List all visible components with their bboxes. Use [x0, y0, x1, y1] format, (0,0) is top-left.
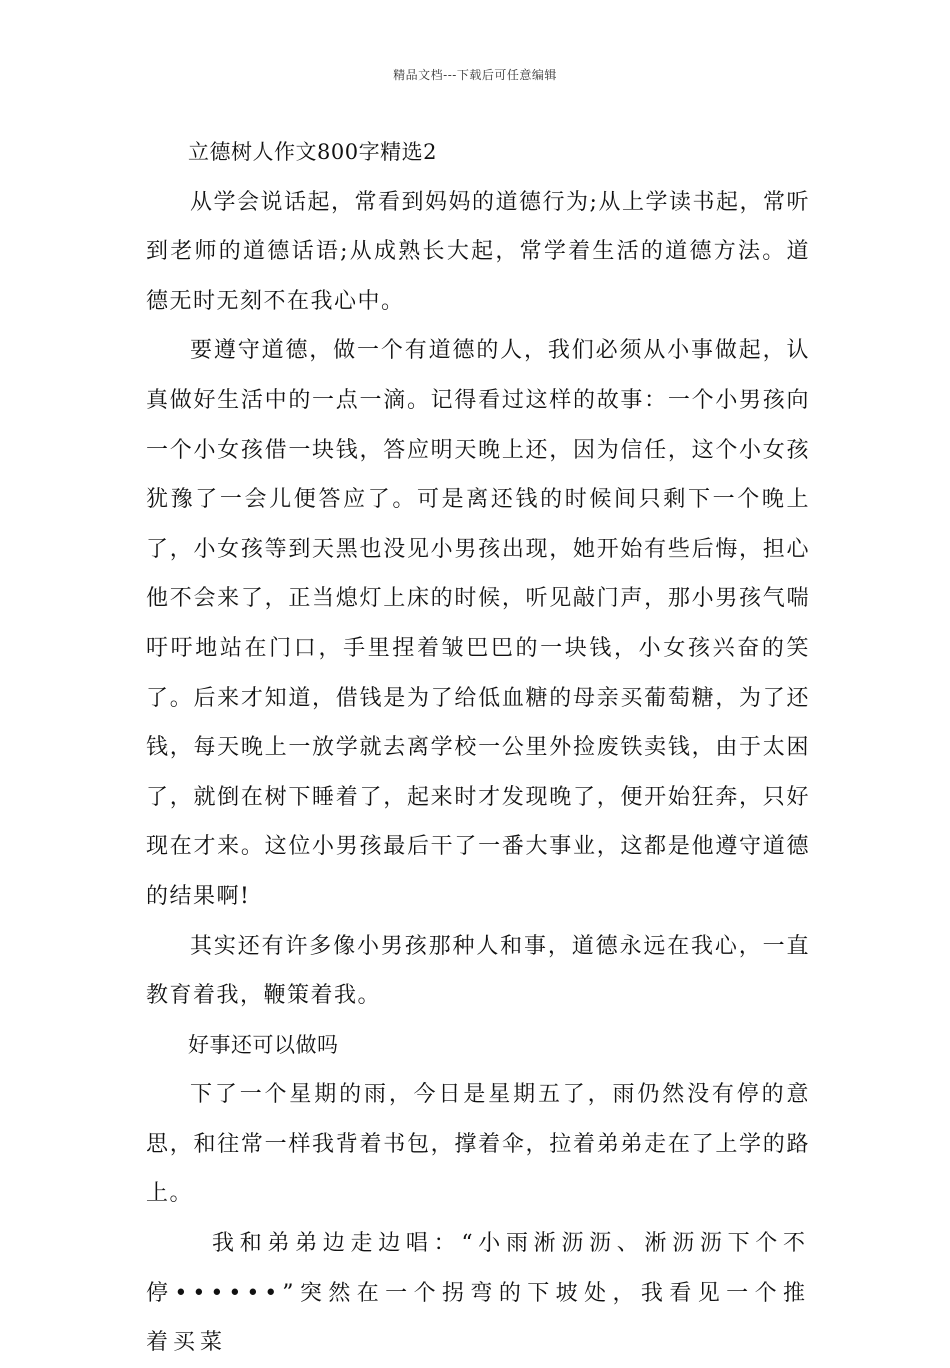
page-header: 精品文档---下载后可任意编辑 [393, 68, 557, 82]
paragraph-1: 从学会说话起，常看到妈妈的道德行为;从上学读书起，常听到老师的道德话语;从成熟长大起，常学着生活的道德方法。道德无时无刻不在我心中。 [146, 189, 810, 314]
paragraph-3: 其实还有许多像小男孩那种人和事，道德永远在我心，一直教育着我，鞭策着我。 [146, 933, 810, 1009]
paragraph-5: 我和弟弟边走边唱：“小雨淅沥沥、淅沥沥下个不停••••••”突然在一个拐弯的下坡处，我看见一个推着买菜 [146, 1231, 810, 1356]
paragraph-2: 要遵守道德，做一个有道德的人，我们必须从小事做起，认真做好生活中的一点一滴。记得看过这样的故事：一个小男孩向一个小女孩借一块钱，答应明天晚上还，因为信任，这个小女孩犹豫了一会儿便答应了。可是离还钱的时候间只剩下一个晚上了，小女孩等到天黑也没见小男孩出现，她开始有些后悔，担心他不会来了，正当熄灯上床的时候，听见敲门声，那小男孩气喘吁吁地站在门口，手里捏着皱巴巴的一块钱，小女孩兴奋的笑了。后来才知道，借钱是为了给低血糖的母亲买葡萄糖，为了还钱，每天晚上一放学就去离学校一公里外捡废铁卖钱，由于太困了，就倒在树下睡着了，起来时才发现晚了，便开始狂奔，只好现在才来。这位小男孩最后干了一番大事业，这都是他遵守道德的结果啊! [146, 338, 810, 909]
paragraph-4: 下了一个星期的雨，今日是星期五了，雨仍然没有停的意思，和往常一样我背着书包，撑着伞，拉着弟弟走在了上学的路上。 [146, 1082, 810, 1207]
essay-title: 立德树人作文800字精选2 [188, 140, 437, 164]
document-body [146, 128, 810, 1368]
section-title: 好事还可以做吗 [188, 1032, 339, 1057]
